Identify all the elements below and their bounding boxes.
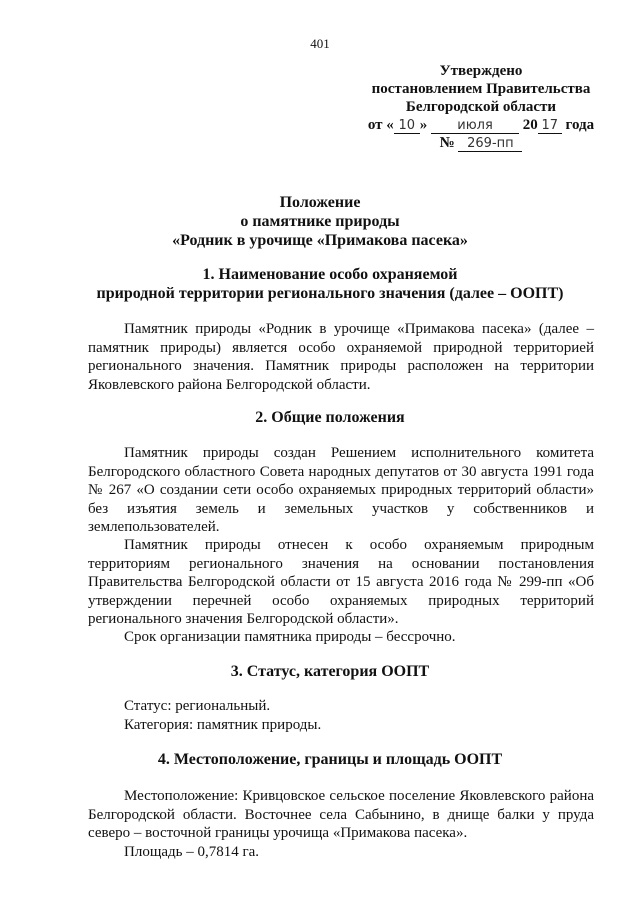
- section-3-heading: 3. Статус, категория ООПТ: [230, 663, 430, 680]
- status-line: Статус: региональный.: [124, 698, 271, 714]
- section-2-paragraph-2: Памятник природы отнесен к особо охраняемым природным территориям регионального значения на основании постановления Правительства Белгородской области от 15 августа 2016 года № 299-пп «Об утверждении перечней особо охраняемых природных территорий регионального значения Белгородской области».: [88, 537, 594, 627]
- approval-line-1: Утверждено: [439, 63, 523, 79]
- section-1-heading-line-2: природной территории регионального значения (далее – ООПТ): [96, 285, 564, 302]
- approval-quote-close: »: [419, 117, 428, 133]
- section-2-paragraph-1: Памятник природы создан Решением исполнительного комитета Белгородского областного Совета народных депутатов от 30 августа 1991 года № 267 «О создании сети особо охраняемых природных территорий области» без изъятия земель и земельных участков у собственников и землепользователей.: [88, 445, 594, 535]
- approval-day: 10: [394, 118, 420, 134]
- title-line-3: «Родник в урочище «Примакова пасека»: [172, 232, 468, 249]
- category-line: Категория: памятник природы.: [124, 717, 322, 733]
- approval-year-suffix: 17: [538, 118, 562, 134]
- section-2-heading: 2. Общие положения: [255, 409, 405, 426]
- title-line-1: Положение: [279, 194, 361, 211]
- approval-line-2: постановлением Правительства: [371, 81, 591, 97]
- approval-month: июля: [431, 118, 519, 134]
- area-line: Площадь – 0,7814 га.: [124, 844, 260, 860]
- approval-year-label: года: [565, 117, 595, 133]
- section-1-heading-line-1: 1. Наименование особо охраняемой: [202, 266, 458, 283]
- approval-date-line: [362, 116, 600, 134]
- section-1-paragraph: Памятник природы «Родник в урочище «Примакова пасека» (далее – памятник природы) является особо охраняемой природной территорией регионального значения. Памятник природы расположен на территории Яковлевского района Белгородской области.: [88, 321, 594, 393]
- page-number: 401: [310, 36, 330, 51]
- location-paragraph: Местоположение: Кривцовское сельское поселение Яковлевского района Белгородской области. Восточнее села Сабынино, в днище балки у пруда северо – восточной границы урочища «Примакова пасека».: [88, 788, 594, 841]
- approval-from-label: от: [367, 117, 383, 133]
- approval-quote-open: «: [386, 117, 394, 133]
- section-4-heading: 4. Местоположение, границы и площадь ООПТ: [157, 751, 503, 768]
- approval-year-prefix: 20: [522, 117, 538, 133]
- approval-line-3: Белгородской области: [405, 99, 557, 115]
- approval-block: [362, 62, 600, 152]
- title-line-2: о памятнике природы: [240, 213, 400, 230]
- approval-number-line: [362, 134, 600, 152]
- approval-number-label: №: [439, 135, 455, 151]
- section-2-paragraph-3: Срок организации памятника природы – бессрочно.: [124, 629, 456, 645]
- approval-number: 269-пп: [458, 136, 522, 152]
